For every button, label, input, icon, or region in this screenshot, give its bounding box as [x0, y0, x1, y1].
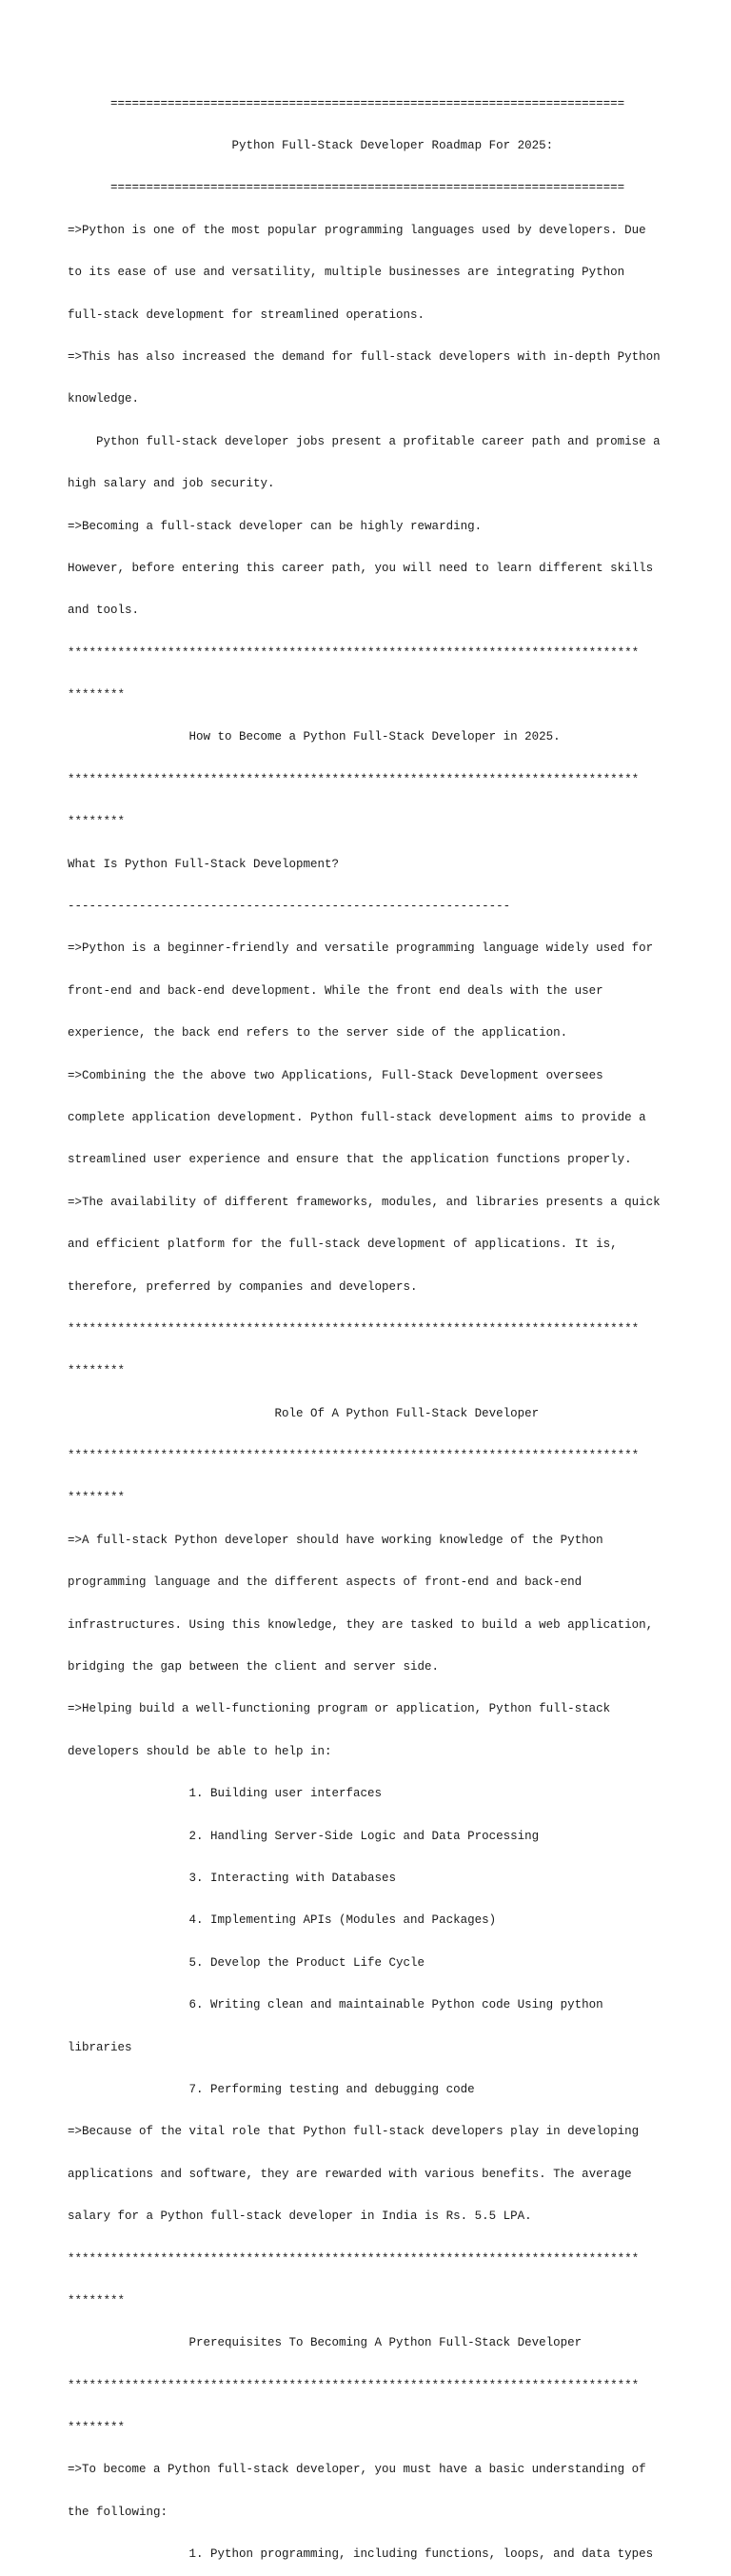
separator-line: ********************************************************************************: [68, 2251, 640, 2266]
list-item: 1. Python programming, including functions, loops, and data types: [68, 2547, 654, 2562]
separator-line: ********************************************************************************: [68, 1321, 640, 1336]
text-line: Python full-stack developer jobs present a profitable career path and promise a: [68, 434, 661, 448]
separator-line: ********************************************************************************: [68, 645, 640, 660]
document-title: Python Full-Stack Developer Roadmap For 2025:: [68, 138, 554, 152]
text-line: front-end and back-end development. While the front end deals with the user: [68, 983, 603, 998]
text-line: streamlined user experience and ensure that the application functions properly.: [68, 1153, 632, 1167]
list-item: 6. Writing clean and maintainable Python code Using python: [68, 1998, 603, 2012]
title-rule-bottom: ========================================================================: [68, 181, 625, 195]
text-line: complete application development. Python full-stack development aims to provide a: [68, 1110, 646, 1124]
text-line: =>Becoming a full-stack developer can be highly rewarding.: [68, 519, 483, 533]
text-line: =>Python is a beginner-friendly and versatile programming language widely used for: [68, 941, 654, 956]
section-heading: Role Of A Python Full-Stack Developer: [68, 1406, 540, 1420]
title-rule-top: ========================================================================: [68, 96, 625, 110]
text-line: bridging the gap between the client and server side.: [68, 1660, 440, 1674]
section-heading: Prerequisites To Becoming A Python Full-Stack Developer: [68, 2336, 583, 2350]
text-line: experience, the back end refers to the server side of the application.: [68, 1026, 568, 1040]
text-line: =>A full-stack Python developer should have working knowledge of the Python: [68, 1533, 603, 1547]
text-line: high salary and job security.: [68, 477, 275, 491]
list-item: 2. Handling Server-Side Logic and Data Processing: [68, 1829, 540, 1843]
text-line: However, before entering this career path, you will need to learn different skills: [68, 561, 654, 575]
separator-line: ********: [68, 2421, 126, 2435]
text-line: =>The availability of different frameworks, modules, and libraries presents a quick: [68, 1195, 661, 1209]
text-line: and tools.: [68, 604, 140, 618]
list-item: 7. Performing testing and debugging code: [68, 2082, 475, 2096]
list-item: 3. Interacting with Databases: [68, 1872, 397, 1885]
text-line: salary for a Python full-stack developer in India is Rs. 5.5 LPA.: [68, 2209, 532, 2224]
dash-rule: --------------------------------------------------------------: [68, 900, 511, 914]
text-line: infrastructures. Using this knowledge, they are tasked to build a web application,: [68, 1617, 654, 1632]
separator-line: ********************************************************************************: [68, 1449, 640, 1463]
text-line: =>Helping build a well-functioning program or application, Python full-stack: [68, 1702, 611, 1716]
subsection-heading: What Is Python Full-Stack Development?: [68, 857, 340, 871]
text-line: developers should be able to help in:: [68, 1744, 332, 1758]
text-line: to its ease of use and versatility, multiple businesses are integrating Python: [68, 266, 625, 280]
text-line: and efficient platform for the full-stack development of applications. It is,: [68, 1238, 618, 1252]
text-line: programming language and the different aspects of front-end and back-end: [68, 1575, 583, 1590]
separator-line: ********: [68, 1491, 126, 1505]
text-line: =>Combining the the above two Applications, Full-Stack Development oversees: [68, 1068, 603, 1082]
list-item: 1. Building user interfaces: [68, 1787, 383, 1801]
text-line: =>Python is one of the most popular programming languages used by developers. Due: [68, 223, 646, 237]
list-item: 4. Implementing APIs (Modules and Packages): [68, 1913, 497, 1928]
text-line: =>This has also increased the demand for full-stack developers with in-depth Python: [68, 349, 661, 364]
text-line: =>Because of the vital role that Python full-stack developers play in developing: [68, 2125, 640, 2139]
text-line: the following:: [68, 2505, 168, 2519]
separator-line: ********: [68, 815, 126, 829]
text-line: libraries: [68, 2040, 132, 2054]
text-line: =>To become a Python full-stack developer, you must have a basic understanding of: [68, 2463, 646, 2477]
document-body: [68, 69, 724, 2576]
text-line: applications and software, they are rewarded with various benefits. The average: [68, 2167, 632, 2181]
separator-line: ********************************************************************************: [68, 2378, 640, 2392]
separator-line: ********: [68, 688, 126, 703]
text-line: knowledge.: [68, 392, 140, 406]
section-heading: How to Become a Python Full-Stack Developer in 2025.: [68, 730, 561, 744]
separator-line: ********: [68, 1364, 126, 1378]
separator-line: ********: [68, 2293, 126, 2308]
text-line: therefore, preferred by companies and developers.: [68, 1279, 418, 1294]
separator-line: ********************************************************************************: [68, 772, 640, 786]
text-line: full-stack development for streamlined operations.: [68, 307, 425, 322]
list-item: 5. Develop the Product Life Cycle: [68, 1955, 425, 1970]
